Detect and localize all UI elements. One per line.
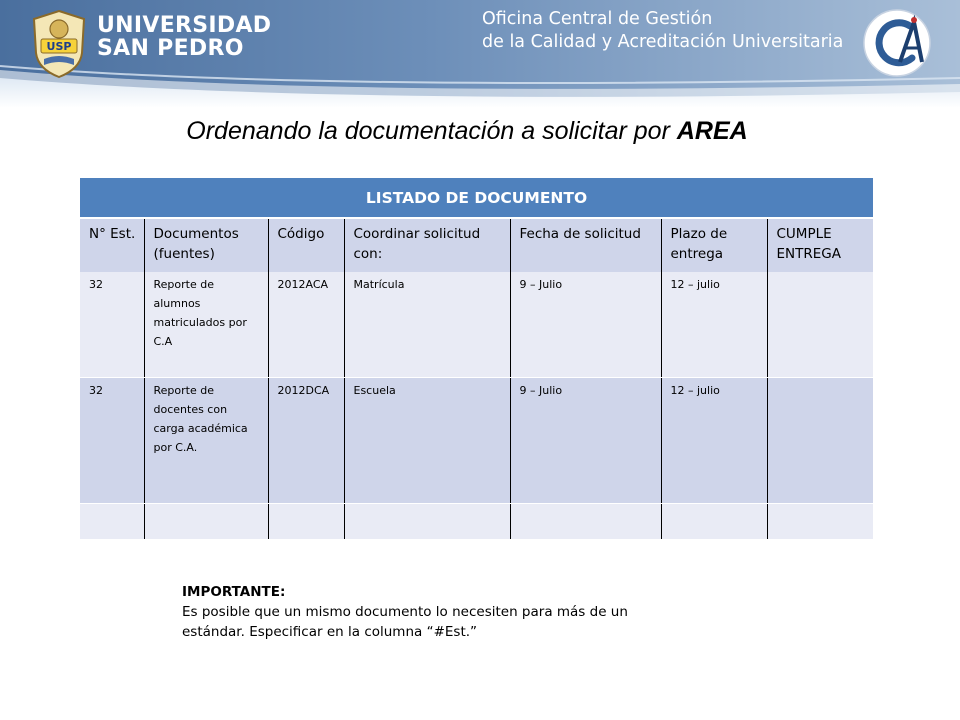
slide-title-emphasis: AREA bbox=[676, 117, 748, 145]
cell-codigo: 2012DCA bbox=[268, 377, 344, 503]
cell-cumple bbox=[767, 503, 873, 539]
university-name-line1: UNIVERSIDAD bbox=[97, 13, 272, 38]
cell-est bbox=[80, 503, 144, 539]
important-note bbox=[182, 582, 652, 642]
column-header-est: N° Est. bbox=[80, 218, 144, 272]
table-row bbox=[80, 377, 873, 503]
column-header-cumple: CUMPLE ENTREGA bbox=[767, 218, 873, 272]
university-name-line2: SAN PEDRO bbox=[97, 36, 244, 61]
office-name-line1: Oficina Central de Gestión bbox=[482, 9, 713, 29]
ca-logo bbox=[862, 8, 932, 78]
cell-codigo bbox=[268, 503, 344, 539]
cell-cumple bbox=[767, 272, 873, 377]
table-row bbox=[80, 503, 873, 539]
column-header-fecha: Fecha de solicitud bbox=[510, 218, 661, 272]
cell-coordinar: Matrícula bbox=[344, 272, 510, 377]
office-name bbox=[482, 8, 843, 54]
note-heading: IMPORTANTE: bbox=[182, 584, 286, 600]
university-name bbox=[97, 14, 271, 60]
cell-codigo: 2012ACA bbox=[268, 272, 344, 377]
slide-title-text: Ordenando la documentación a solicitar por bbox=[186, 117, 677, 145]
svg-text:USP: USP bbox=[46, 40, 72, 53]
cell-plazo bbox=[661, 503, 767, 539]
column-header-coordinar: Coordinar solicitud con: bbox=[344, 218, 510, 272]
cell-est: 32 bbox=[80, 377, 144, 503]
header-banner bbox=[0, 0, 960, 108]
cell-fecha: 9 – Julio bbox=[510, 377, 661, 503]
cell-documento: Reporte de alumnos matriculados por C.A bbox=[144, 272, 268, 377]
cell-documento: Reporte de docentes con carga académica por C.A. bbox=[144, 377, 268, 503]
cell-coordinar bbox=[344, 503, 510, 539]
cell-coordinar: Escuela bbox=[344, 377, 510, 503]
cell-cumple bbox=[767, 377, 873, 503]
table-title: LISTADO DE DOCUMENTO bbox=[80, 178, 873, 218]
cell-plazo: 12 – julio bbox=[661, 377, 767, 503]
cell-fecha bbox=[510, 503, 661, 539]
cell-documento bbox=[144, 503, 268, 539]
column-header-documentos: Documentos (fuentes) bbox=[144, 218, 268, 272]
cell-plazo: 12 – julio bbox=[661, 272, 767, 377]
cell-fecha: 9 – Julio bbox=[510, 272, 661, 377]
university-logo bbox=[30, 9, 88, 79]
column-header-codigo: Código bbox=[268, 218, 344, 272]
table-header-row bbox=[80, 218, 873, 272]
note-body: Es posible que un mismo documento lo necesiten para más de un estándar. Especificar en la columna “#Est.” bbox=[182, 604, 628, 640]
slide-title bbox=[0, 117, 934, 146]
cell-est: 32 bbox=[80, 272, 144, 377]
document-list-table bbox=[80, 178, 873, 539]
column-header-plazo: Plazo de entrega bbox=[661, 218, 767, 272]
table-row bbox=[80, 272, 873, 377]
office-name-line2: de la Calidad y Acreditación Universitaria bbox=[482, 32, 844, 52]
